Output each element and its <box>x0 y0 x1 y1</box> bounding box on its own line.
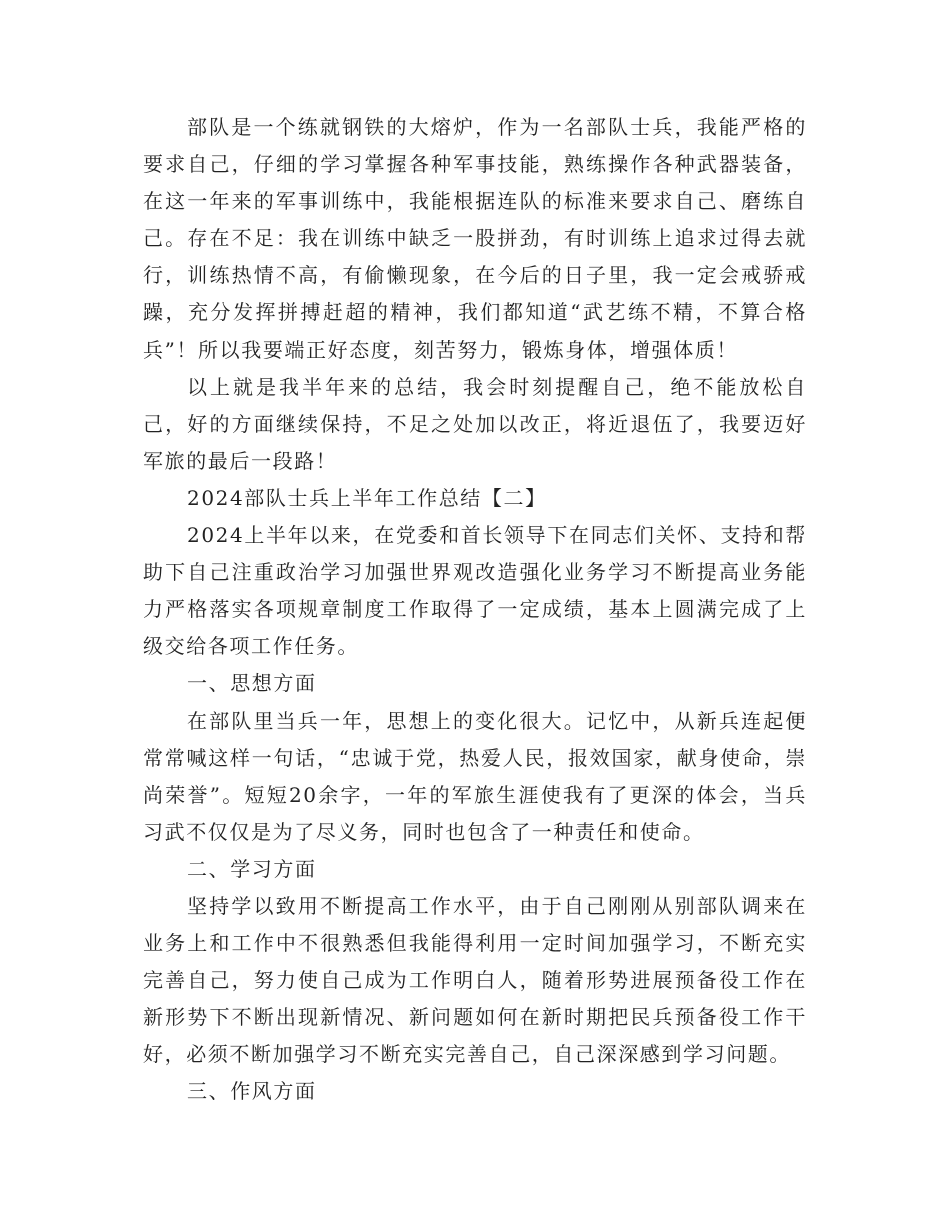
paragraph-military-training: 部队是一个练就钢铁的大熔炉，作为一名部队士兵，我能严格的要求自己，仔细的学习掌握各种军事技能，熟练操作各种武器装备，在这一年来的军事训练中，我能根据连队的标准来要求自己、磨练自己。存在不足：我在训练中缺乏一股拼劲，有时训练上追求过得去就行，训练热情不高，有偷懒现象，在今后的日子里，我一定会戒骄戒躁，充分发挥拼搏赶超的精神，我们都知道“武艺练不精，不算合格兵”！所以我要端正好态度，刻苦努力，锻炼身体，增强体质！ <box>143 115 807 362</box>
document-body <box>143 109 807 1111</box>
heading-work-style: 三、作风方面 <box>187 1079 317 1104</box>
paragraph-study: 坚持学以致用不断提高工作水平，由于自己刚刚从别部队调来在业务上和工作中不很熟悉但我能得利用一定时间加强学习，不断充实完善自己，努力使自己成为工作明白人，随着形势进展预备役工作在新形势下不断出现新情况、新问题如何在新时期把民兵预备役工作干好，必须不断加强学习不断充实完善自己，自己深深感到学习问题。 <box>143 893 807 1067</box>
paragraph-intro-2024: 2024上半年以来，在党委和首长领导下在同志们关怀、支持和帮助下自己注重政治学习加强世界观改造强化业务学习不断提高业务能力严格落实各项规章制度工作取得了一定成绩，基本上圆满完成了上级交给各项工作任务。 <box>143 523 807 659</box>
heading-thought: 一、思想方面 <box>187 671 317 696</box>
paragraph-thought: 在部队里当兵一年，思想上的变化很大。记忆中，从新兵连起便常常喊这样一句话，“忠诚于党，热爱人民，报效国家，献身使命，崇尚荣誉”。短短20余字，一年的军旅生涯使我有了更深的体会，当兵习武不仅仅是为了尽义务，同时也包含了一种责任和使命。 <box>143 708 807 844</box>
paragraph-half-year-summary: 以上就是我半年来的总结，我会时刻提醒自己，绝不能放松自己，好的方面继续保持，不足之处加以改正，将近退伍了，我要迈好军旅的最后一段路！ <box>143 374 807 473</box>
heading-study: 二、学习方面 <box>187 856 317 881</box>
section-title-part-two: 2024部队士兵上半年工作总结【二】 <box>187 485 547 510</box>
